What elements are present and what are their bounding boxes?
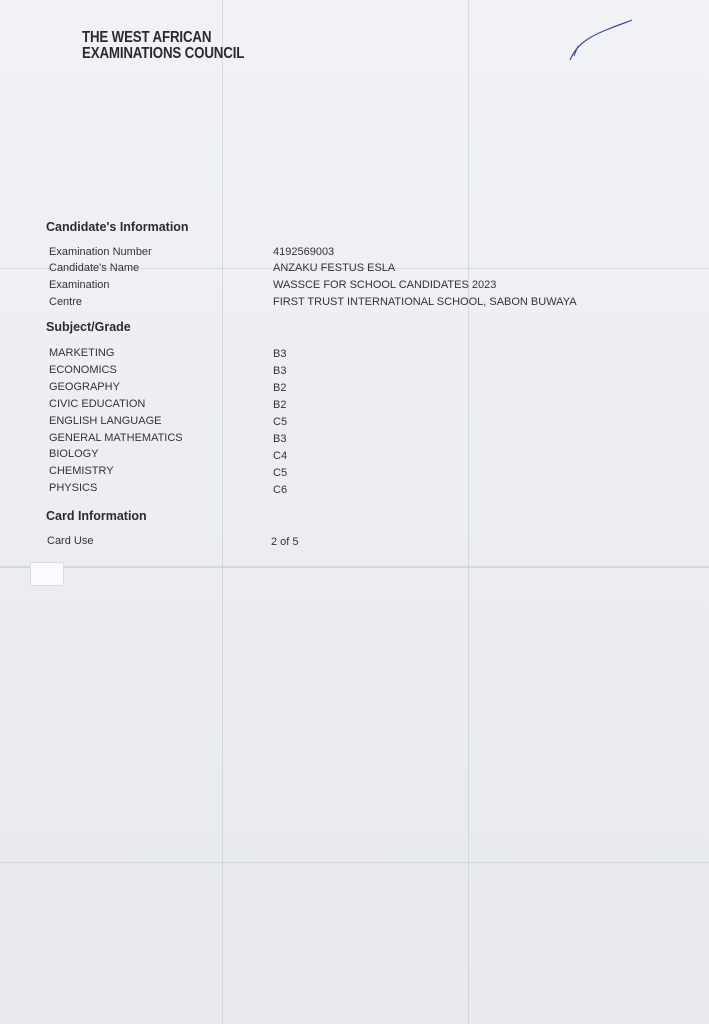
subject-grade: C5 [273,416,288,428]
fold-crease [222,0,223,1024]
card-use-value: 2 of 5 [271,536,299,548]
fold-crease [0,566,709,568]
subject-name: BIOLOGY [49,448,99,460]
subject-name: CIVIC EDUCATION [49,398,146,410]
examination-label: Examination [49,279,110,291]
examination-number-label: Examination Number [49,246,152,258]
subject-grade: C6 [273,484,288,496]
candidate-name-value: ANZAKU FESTUS ESLA [273,262,396,274]
subject-grade: C4 [273,450,288,462]
subject-name: MARKETING [49,347,115,359]
subject-name: ENGLISH LANGUAGE [49,415,162,427]
subject-name: CHEMISTRY [49,465,114,477]
candidate-info-title: Candidate's Information [46,220,189,234]
subject-name: GEOGRAPHY [49,381,120,393]
candidate-name-label: Candidate's Name [49,262,140,274]
centre-label: Centre [49,296,83,308]
pen-mark-icon [566,16,636,66]
paper-tab [30,562,64,586]
council-name-line2: EXAMINATIONS COUNCIL [82,45,245,62]
council-header [82,30,244,62]
subject-grade: C5 [273,467,288,479]
subject-grade: B3 [273,433,287,445]
examination-number-value: 4192569003 [273,246,335,258]
examination-value: WASSCE FOR SCHOOL CANDIDATES 2023 [273,279,497,291]
card-info-title: Card Information [46,509,147,523]
subject-name: PHYSICS [49,482,98,494]
subject-name: GENERAL MATHEMATICS [49,432,183,444]
subject-grade: B3 [273,365,287,377]
subject-name: ECONOMICS [49,364,117,376]
subject-grade: B2 [273,382,287,394]
centre-value: FIRST TRUST INTERNATIONAL SCHOOL, SABON BUWAYA [273,296,577,308]
card-use-label: Card Use [47,535,94,547]
council-name-line1: THE WEST AFRICAN [82,29,212,46]
subject-grade: B3 [273,348,287,360]
fold-crease [0,862,709,863]
fold-crease [468,0,469,1024]
subject-grade-title: Subject/Grade [46,320,131,334]
subject-grade: B2 [273,399,287,411]
